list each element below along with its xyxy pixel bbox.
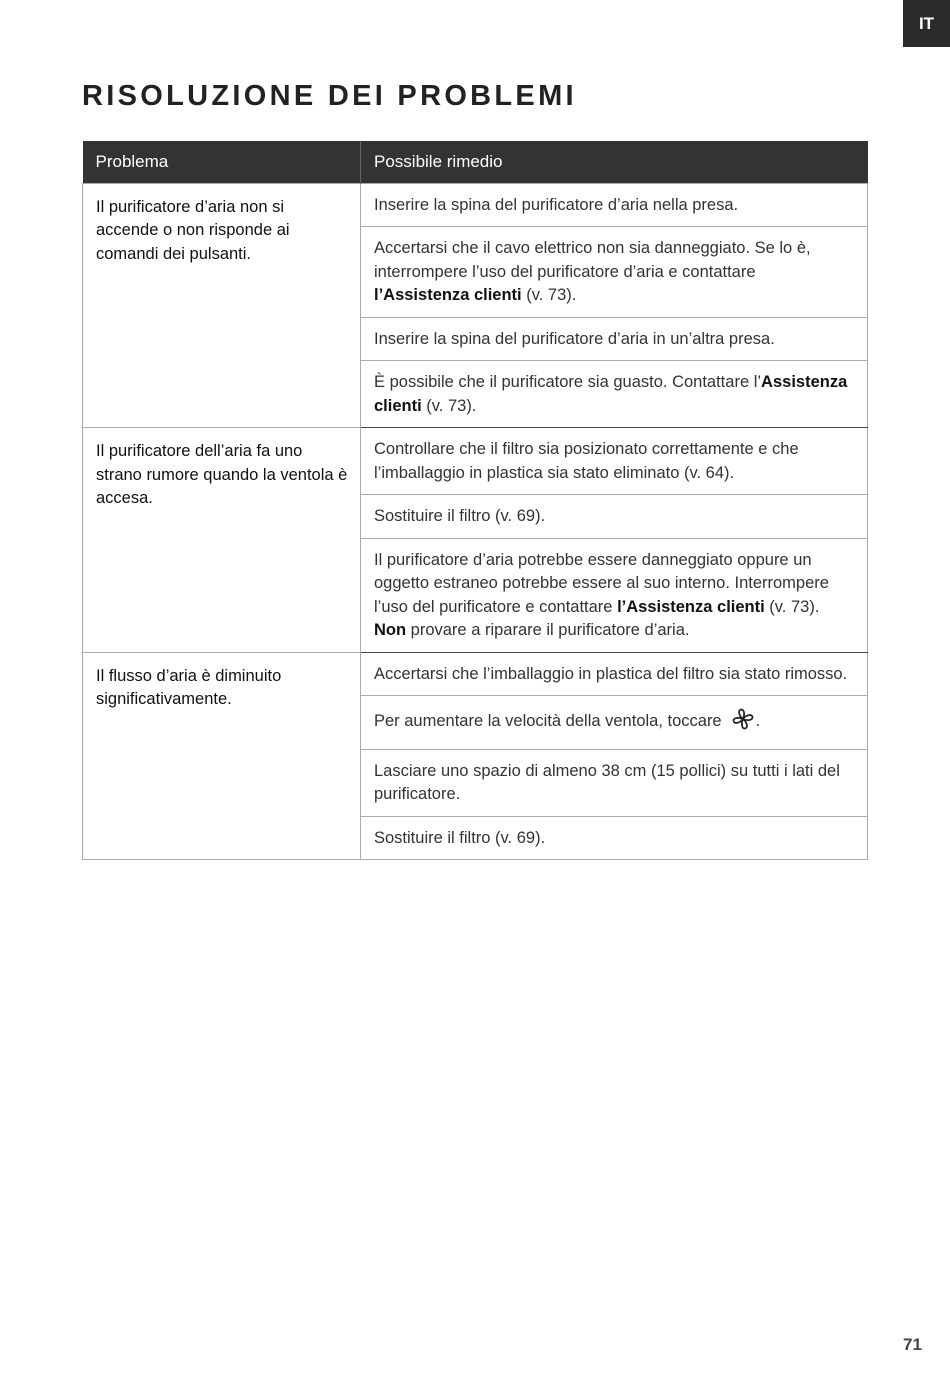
- table-row: [83, 428, 868, 495]
- remedy-cell: Inserire la spina del purificatore d’aria in un’altra presa.: [361, 317, 868, 361]
- remedy-text: (v. 73).: [521, 286, 577, 304]
- problem-cell: Il purificatore d’aria non si accende o non risponde ai comandi dei pulsanti.: [83, 183, 361, 428]
- remedy-cell: [361, 227, 868, 318]
- remedy-cell: Lasciare uno spazio di almeno 38 cm (15 pollici) su tutti i lati del purificatore.: [361, 749, 868, 816]
- page-number: 71: [903, 1335, 922, 1354]
- remedy-text: Il purificatore d’aria potrebbe essere danneggiato oppure un oggetto estraneo potrebbe essere al suo interno. Interrompere l’uso del purificatore e contattare: [374, 550, 829, 616]
- remedy-text: provare a riparare il purificatore d’aria.: [406, 621, 690, 639]
- remedy-cell: Inserire la spina del purificatore d’aria nella presa.: [361, 183, 868, 227]
- customer-service-ref: l’Assistenza clienti: [374, 286, 522, 304]
- remedy-text: È possibile che il purificatore sia guasto. Contattare l’: [374, 373, 762, 391]
- table-header-row: [83, 141, 868, 183]
- troubleshooting-table: [82, 141, 868, 860]
- header-problem: Problema: [83, 141, 361, 183]
- remedy-text: Per aumentare la velocità della ventola, toccare: [374, 712, 722, 730]
- remedy-cell: [361, 538, 868, 652]
- warning-word: Non: [374, 621, 407, 639]
- problem-cell: Il flusso d’aria è diminuito significativamente.: [83, 652, 361, 860]
- table-row: [83, 652, 868, 696]
- remedy-text: Accertarsi che il cavo elettrico non sia danneggiato. Se lo è, interrompere l’uso del purificatore d’aria e contattare: [374, 239, 811, 281]
- remedy-cell: Sostituire il filtro (v. 69).: [361, 816, 868, 860]
- remedy-cell: [361, 361, 868, 428]
- remedy-text: .: [755, 712, 761, 730]
- remedy-cell: Accertarsi che l’imballaggio in plastica del filtro sia stato rimosso.: [361, 652, 868, 696]
- language-tab: IT: [903, 0, 950, 47]
- remedy-text: (v. 73).: [421, 396, 477, 415]
- table-row: [83, 183, 868, 227]
- remedy-cell: Controllare che il filtro sia posizionato correttamente e che l’imballaggio in plastica sia stato eliminato (v. 64).: [361, 428, 868, 495]
- page-title: RISOLUZIONE DEI PROBLEMI: [82, 80, 577, 112]
- problem-cell: Il purificatore dell’aria fa uno strano rumore quando la ventola è accesa.: [83, 428, 361, 653]
- fan-icon: [730, 706, 756, 740]
- customer-service-ref: l’Assistenza clienti: [617, 597, 765, 616]
- header-remedy: Possibile rimedio: [361, 141, 868, 183]
- remedy-text: (v. 73).: [764, 597, 820, 616]
- remedy-cell: [361, 696, 868, 750]
- remedy-cell: Sostituire il filtro (v. 69).: [361, 495, 868, 539]
- customer-service-ref: Assistenza clienti: [374, 373, 848, 415]
